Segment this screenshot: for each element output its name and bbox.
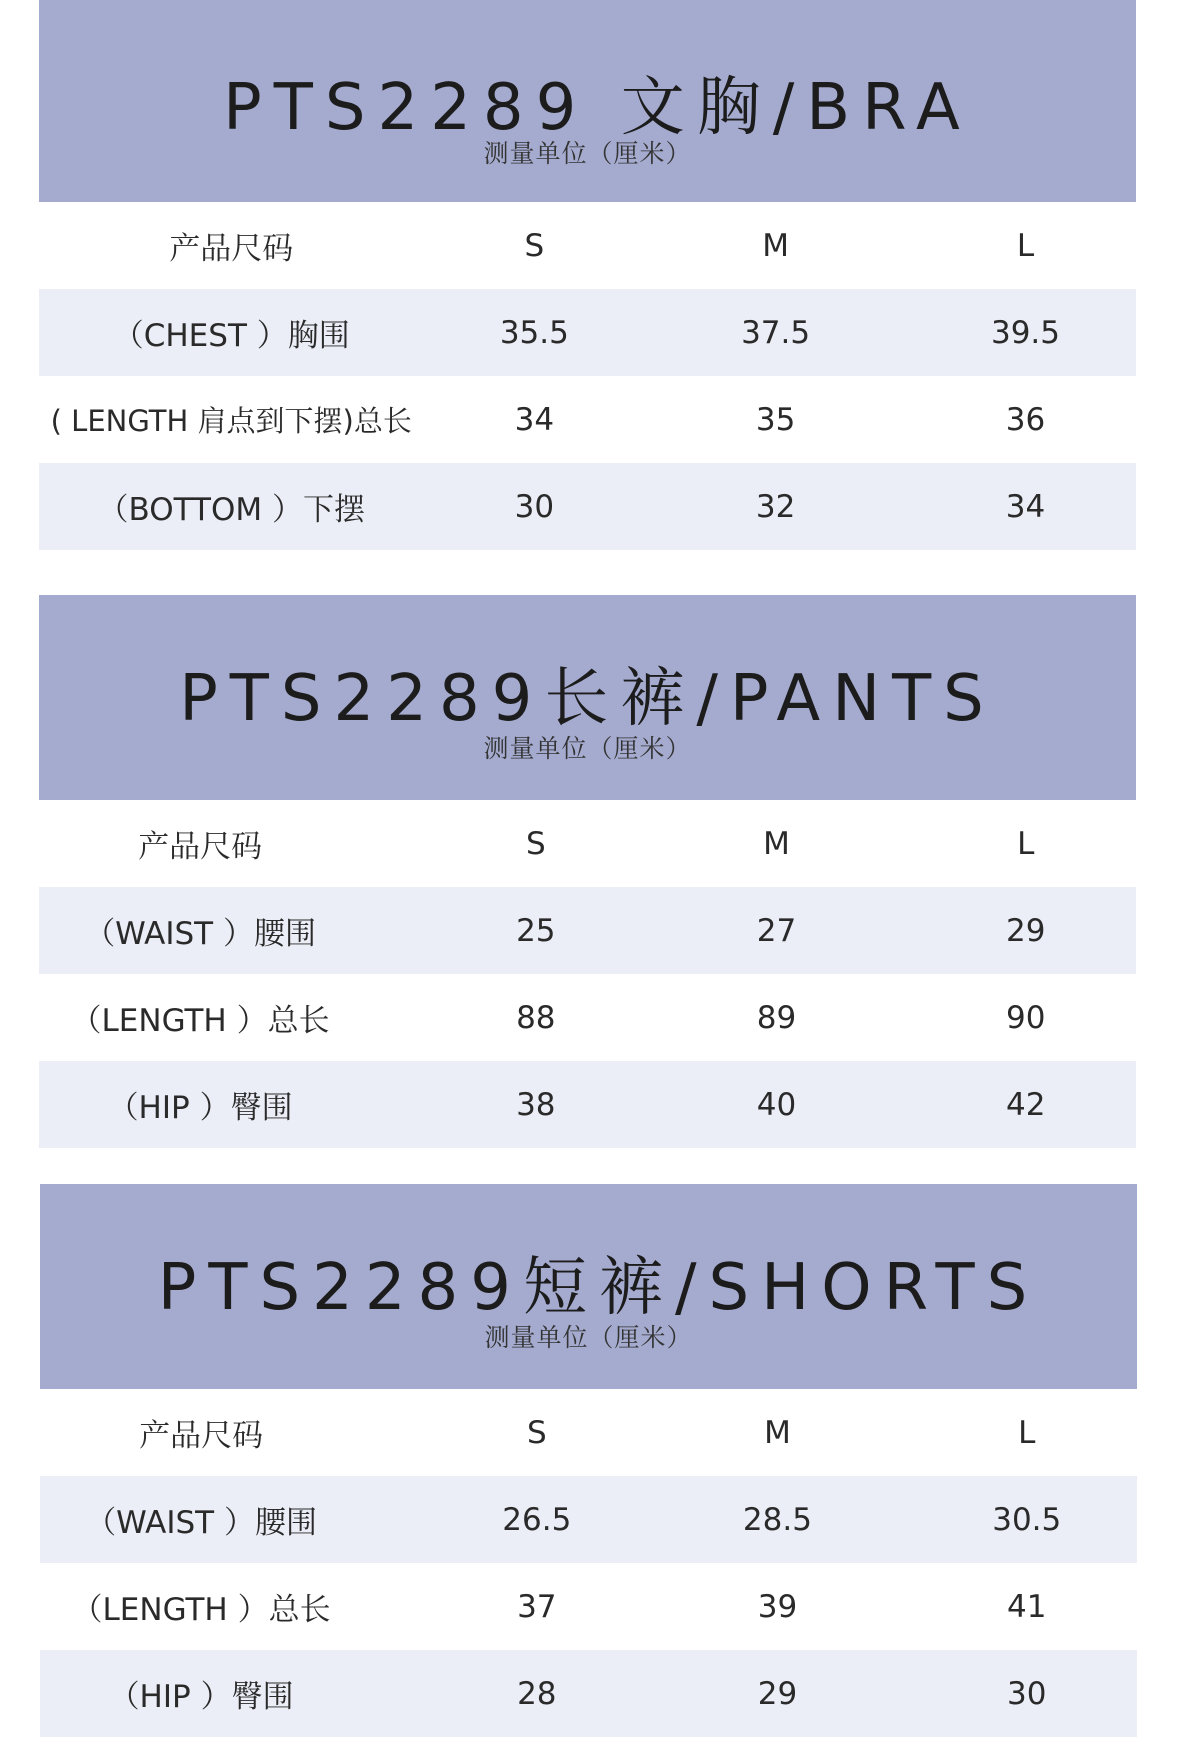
measure-label: （HIP ）臀围	[108, 1679, 294, 1715]
size-m-header: M	[762, 227, 789, 264]
shorts-title: PTS2289短裤/SHORTS	[157, 1251, 1040, 1325]
size-l-header: L	[1017, 825, 1035, 862]
shorts-header-row	[40, 1389, 1137, 1476]
size-l-header: L	[1016, 227, 1035, 264]
measure-label: （LENGTH ）总长	[70, 1003, 330, 1039]
value-l: 29	[1006, 912, 1046, 949]
value-m: 40	[756, 1086, 797, 1123]
value-s: 38	[516, 1086, 556, 1123]
size-label: 产品尺码	[139, 1418, 264, 1454]
pants-title: PTS2289长裤/PANTS	[179, 662, 996, 736]
value-l: 34	[1005, 488, 1046, 525]
value-m: 39	[757, 1588, 798, 1625]
value-m: 28.5	[742, 1501, 812, 1538]
value-m: 29	[757, 1675, 798, 1712]
value-s: 28	[517, 1675, 557, 1712]
value-m: 35	[755, 401, 796, 438]
value-s: 26.5	[502, 1501, 572, 1538]
value-s: 88	[516, 999, 556, 1036]
value-m: 27	[756, 912, 797, 949]
table-row	[39, 974, 1136, 1061]
value-s: 25	[516, 912, 556, 949]
size-s-header: S	[524, 227, 545, 264]
size-s-header: S	[525, 825, 546, 862]
bra-title: PTS2289 文胸/BRA	[223, 71, 972, 145]
value-m: 89	[756, 999, 797, 1036]
bra-size-section	[39, 0, 1136, 550]
value-s: 37	[517, 1588, 557, 1625]
bra-header-row	[39, 202, 1136, 289]
measure-label: （WAIST ）腰围	[84, 916, 316, 952]
value-s: 35.5	[499, 314, 569, 351]
measure-label: （HIP ）臀围	[107, 1090, 293, 1126]
bra-unit-note: 测量单位（厘米）	[483, 139, 692, 168]
value-l: 42	[1006, 1086, 1046, 1123]
value-l: 39.5	[990, 314, 1060, 351]
table-row	[39, 376, 1136, 463]
value-l: 30	[1007, 1675, 1047, 1712]
measure-label: （CHEST ）胸围	[112, 318, 350, 354]
shorts-size-section	[40, 1184, 1137, 1737]
size-label: 产品尺码	[138, 829, 263, 865]
table-row	[40, 1476, 1137, 1563]
value-l: 30.5	[992, 1501, 1062, 1538]
value-l: 36	[1005, 401, 1046, 438]
value-l: 41	[1007, 1588, 1047, 1625]
size-s-header: S	[526, 1414, 547, 1451]
size-l-header: L	[1018, 1414, 1036, 1451]
bra-banner	[39, 0, 1136, 202]
table-row	[39, 289, 1136, 376]
size-m-header: M	[764, 1414, 791, 1451]
measure-label: ( LENGTH 肩点到下摆)总长	[50, 404, 412, 438]
table-row	[40, 1650, 1137, 1737]
measure-label: （LENGTH ）总长	[71, 1592, 331, 1628]
shorts-banner	[40, 1184, 1137, 1389]
pants-banner	[39, 595, 1136, 800]
table-row	[40, 1563, 1137, 1650]
measure-label: （WAIST ）腰围	[85, 1505, 317, 1541]
pants-size-section	[39, 595, 1136, 1148]
size-label: 产品尺码	[169, 231, 294, 267]
pants-header-row	[39, 800, 1136, 887]
table-row	[39, 463, 1136, 550]
value-m: 32	[755, 488, 796, 525]
size-m-header: M	[763, 825, 790, 862]
value-s: 30	[514, 488, 555, 525]
pants-unit-note: 测量单位（厘米）	[483, 734, 692, 763]
table-row	[39, 1061, 1136, 1148]
measure-label: （BOTTOM ）下摆	[97, 492, 365, 528]
value-m: 37.5	[741, 314, 811, 351]
value-l: 90	[1006, 999, 1046, 1036]
shorts-unit-note: 测量单位（厘米）	[484, 1323, 693, 1352]
value-s: 34	[514, 401, 555, 438]
table-row	[39, 887, 1136, 974]
